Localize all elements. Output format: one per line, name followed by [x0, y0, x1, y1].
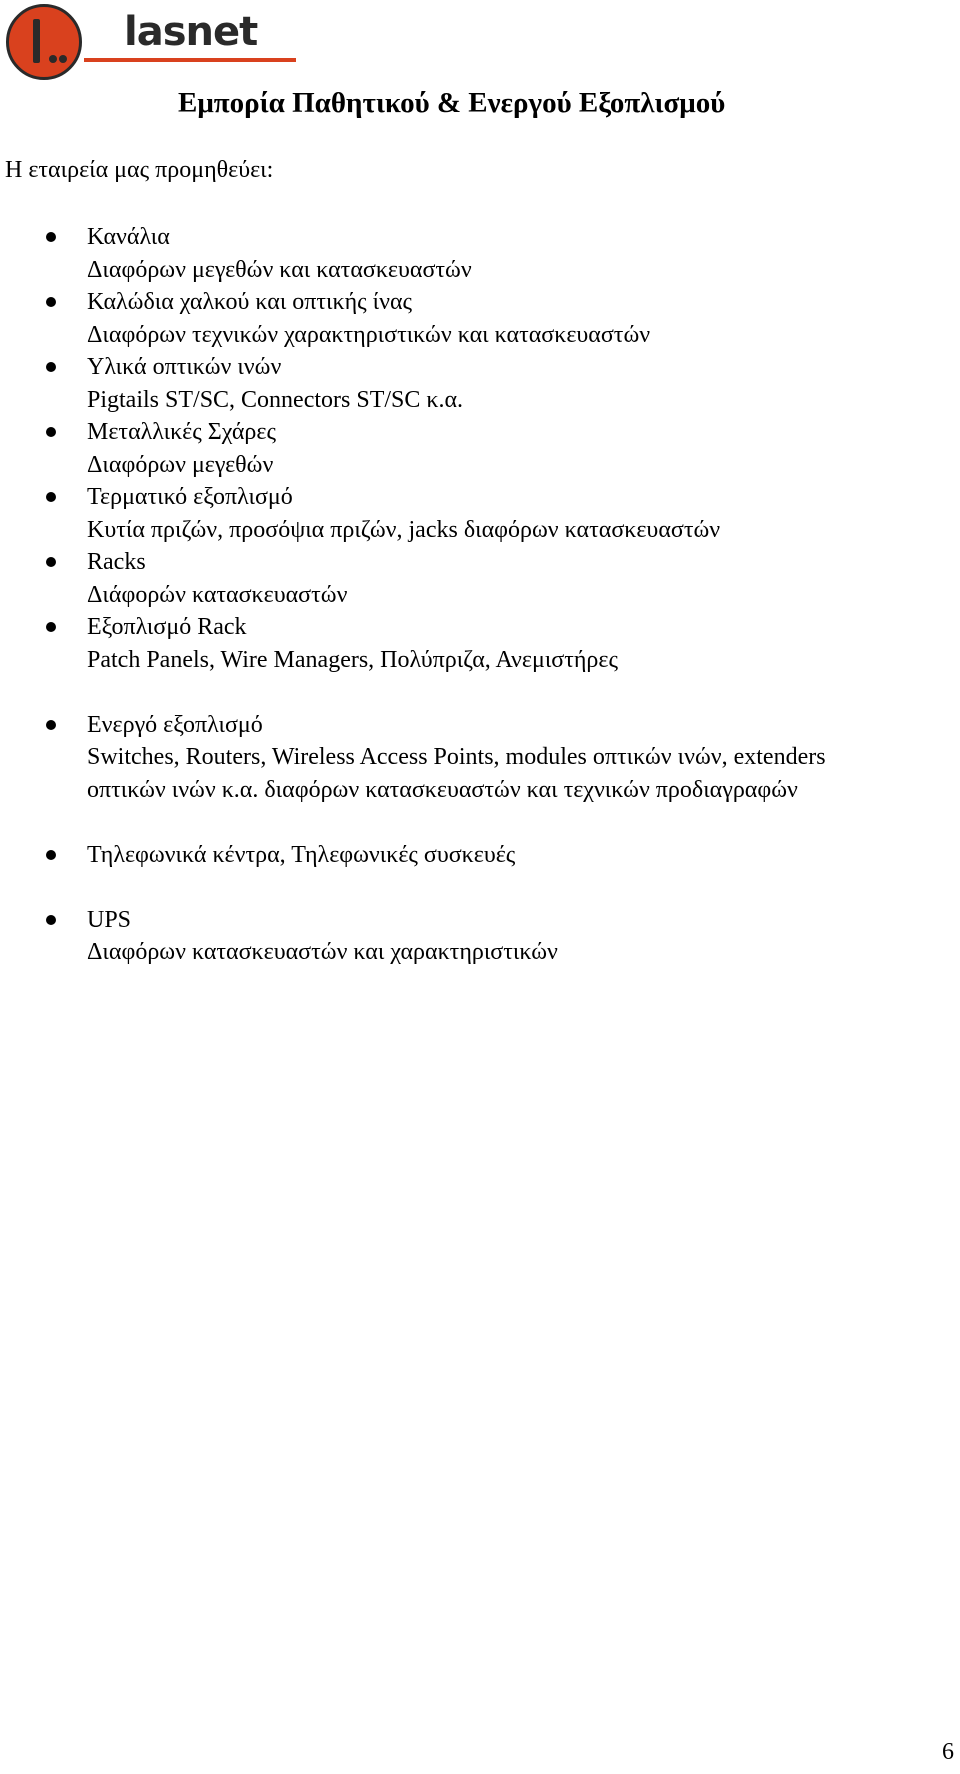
product-list [0, 221, 826, 969]
item-detail: Διαφόρων μεγεθών και κατασκευαστών [87, 256, 472, 283]
list-item [0, 286, 826, 351]
item-heading: Ενεργό εξοπλισμό [87, 711, 263, 738]
list-item [0, 904, 826, 969]
item-heading: Καλώδια χαλκού και οπτικής ίνας [87, 289, 413, 315]
list-item [0, 351, 826, 416]
bullet-icon [46, 915, 56, 925]
logo-underline [84, 58, 296, 62]
list-item [0, 709, 826, 807]
bullet-icon [46, 557, 56, 567]
bullet-icon [46, 492, 56, 502]
bullet-icon [46, 850, 56, 860]
bullet-icon [46, 362, 56, 372]
item-heading: Κανάλια [87, 224, 170, 250]
item-detail: Διαφόρων μεγεθών [87, 451, 274, 478]
item-heading: Εξοπλισμό Rack [87, 614, 247, 640]
item-heading: Μεταλλικές Σχάρες [87, 419, 276, 445]
item-heading: Υλικά οπτικών ινών [87, 354, 282, 380]
item-detail: Διαφόρων κατασκευαστών και χαρακτηριστικών [87, 939, 558, 965]
item-heading: Τερματικό εξοπλισμό [87, 484, 293, 510]
item-detail: Pigtails ST/SC, Connectors ST/SC κ.α. [87, 386, 464, 413]
intro-text: Η εταιρεία μας προμηθεύει: [5, 157, 274, 183]
company-logo [4, 2, 294, 80]
item-heading: Racks [87, 549, 146, 575]
logo-wordmark: lasnet [124, 9, 258, 55]
bullet-icon [46, 297, 56, 307]
item-detail: Patch Panels, Wire Managers, Πολύπριζα, Ανεμιστήρες [87, 646, 618, 673]
item-heading: UPS [87, 906, 132, 933]
bullet-icon [46, 720, 56, 730]
item-detail: Διάφορών κατασκευαστών [87, 581, 348, 608]
item-detail: οπτικών ινών κ.α. διαφόρων κατασκευαστών και τεχνικών προδιαγραφών [87, 776, 798, 803]
item-detail: Switches, Routers, Wireless Access Points, modules οπτικών ινών, extenders [87, 744, 826, 770]
list-item [0, 546, 826, 611]
item-heading: Τηλεφωνικά κέντρα, Τηλεφωνικές συσκευές [87, 841, 516, 868]
item-detail: Διαφόρων τεχνικών χαρακτηριστικών και κατασκευαστών [87, 321, 651, 348]
logo-mark-icon [6, 4, 82, 80]
bullet-icon [46, 232, 56, 242]
list-item [0, 611, 826, 676]
bullet-icon [46, 622, 56, 632]
item-detail: Κυτία πριζών, προσόψια πριζών, jacks διαφόρων κατασκευαστών [87, 516, 721, 543]
bullet-icon [46, 427, 56, 437]
list-item [0, 839, 826, 872]
page-title: Εμπορία Παθητικού & Ενεργού Εξοπλισμού [178, 87, 726, 119]
list-item [0, 416, 826, 481]
list-item [0, 481, 826, 546]
page-number: 6 [942, 1739, 954, 1765]
list-item [0, 221, 826, 286]
